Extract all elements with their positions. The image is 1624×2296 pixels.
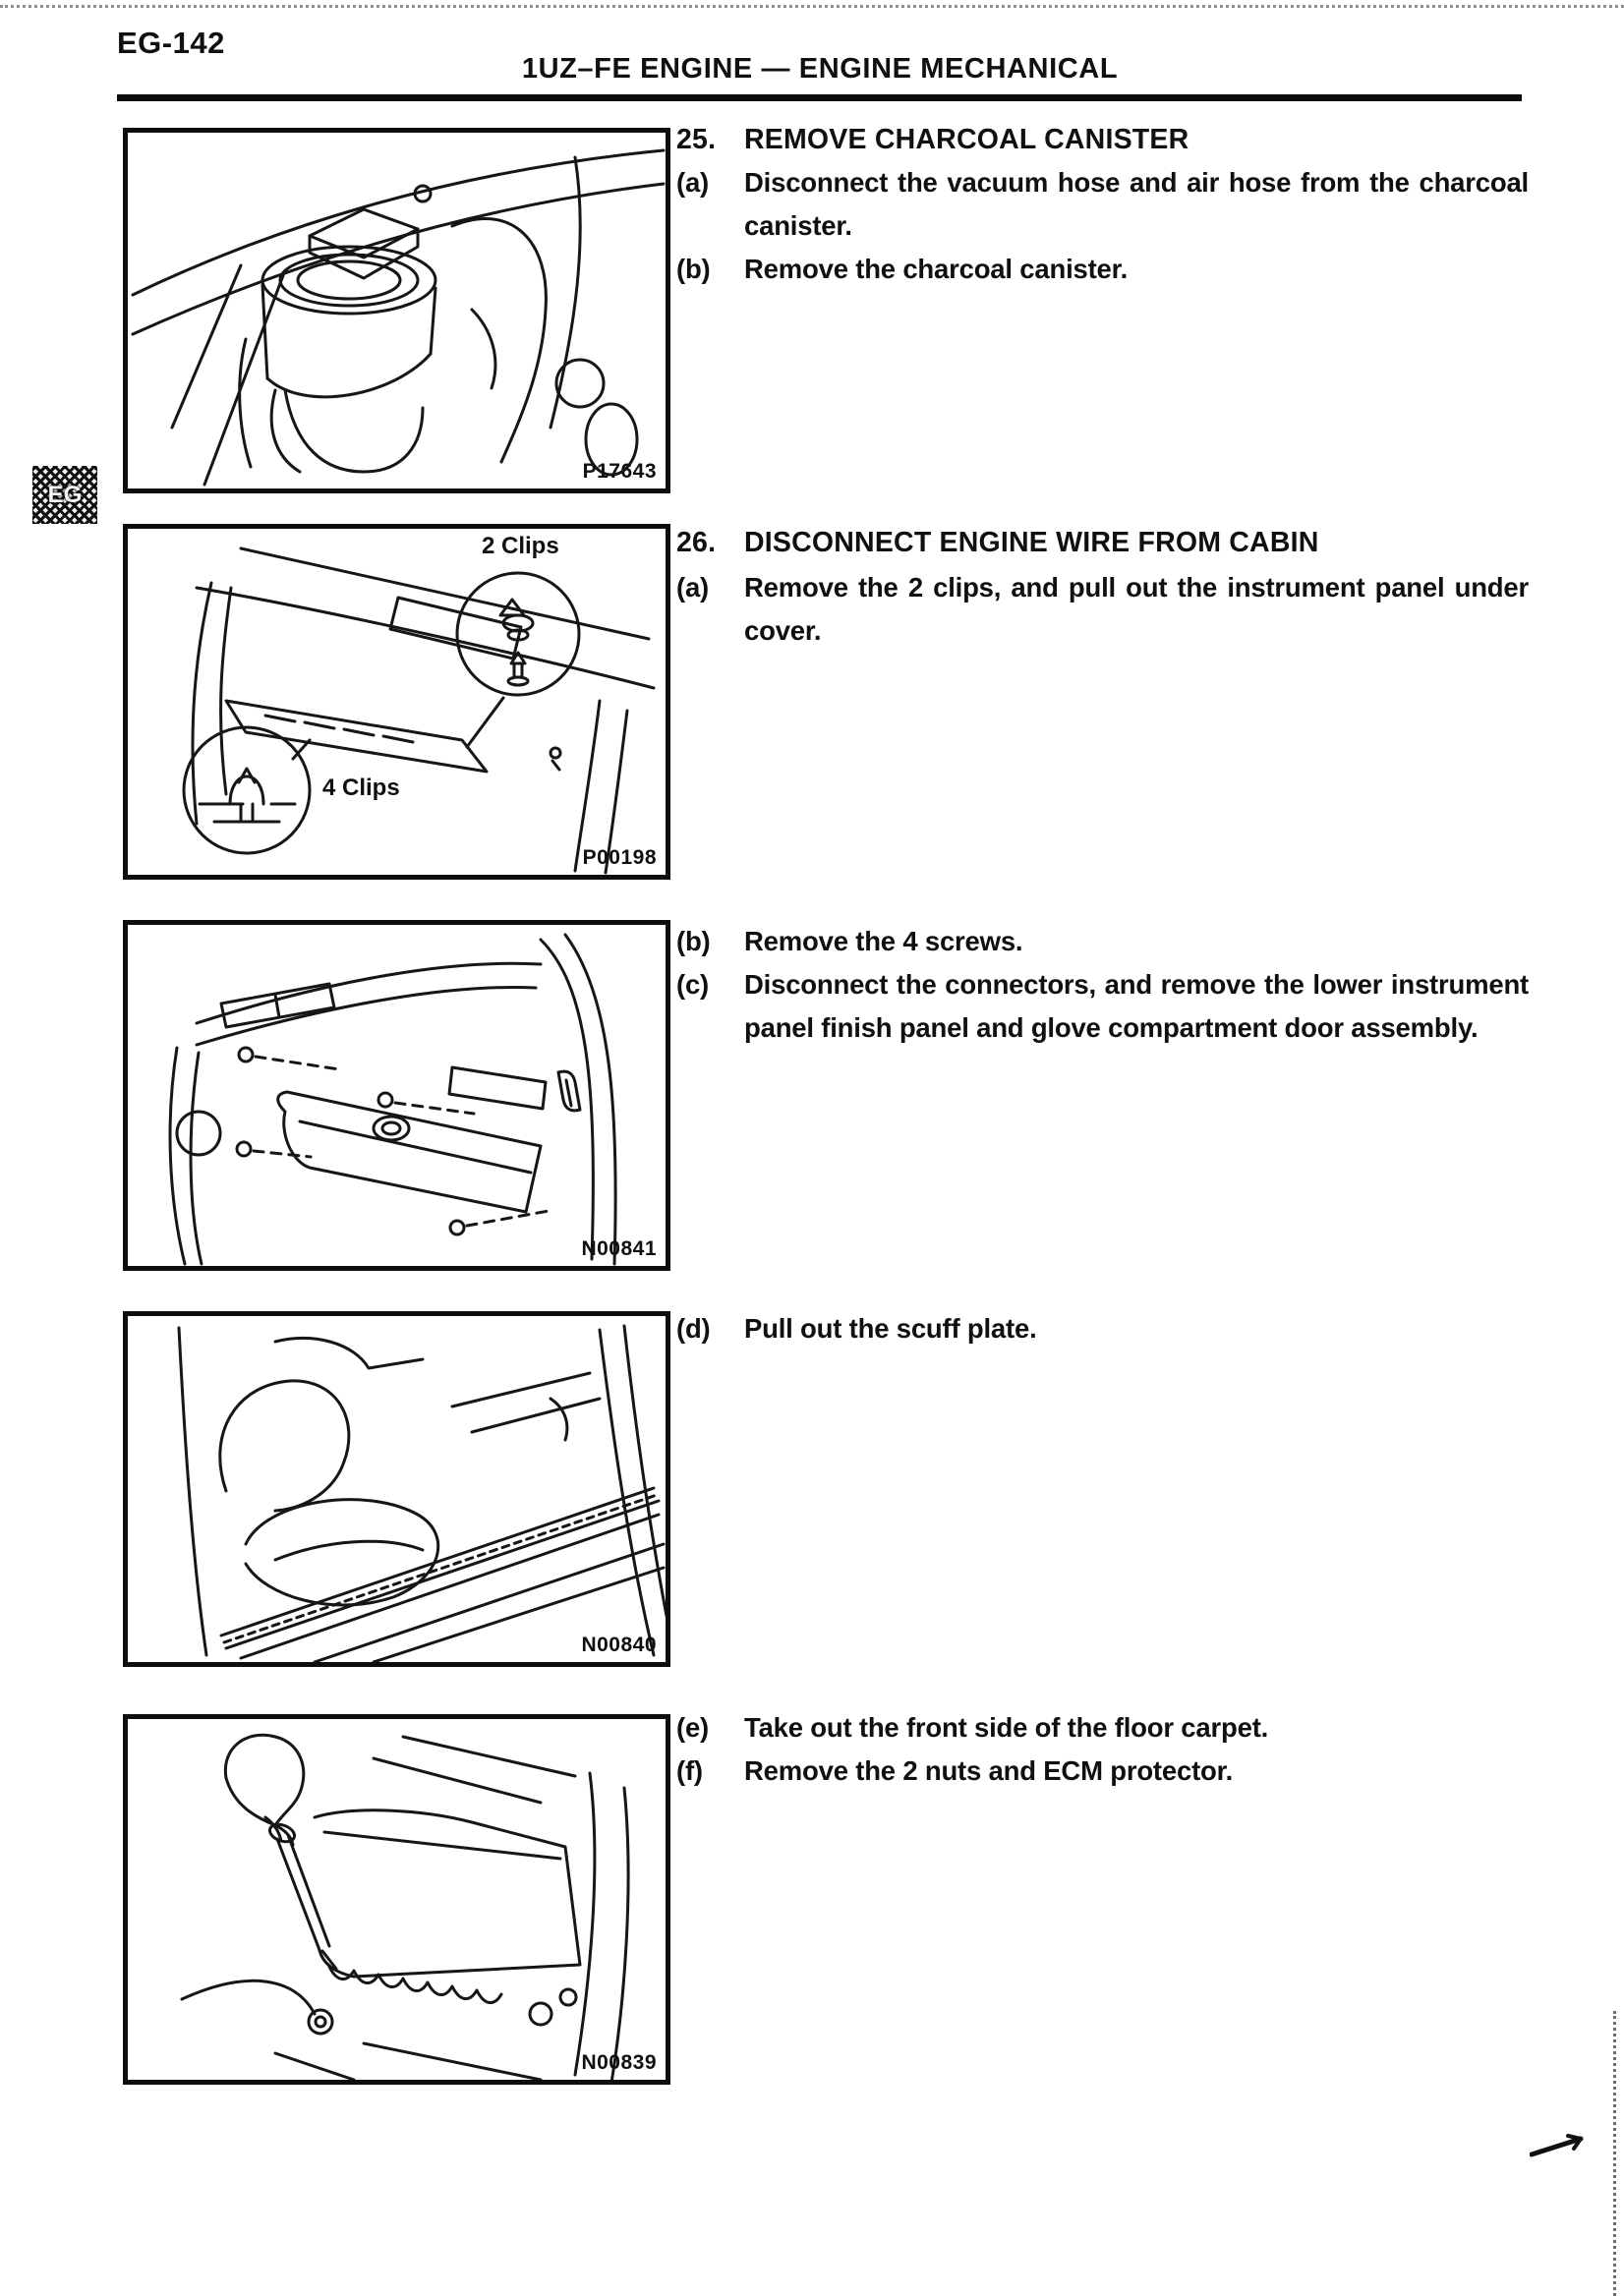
step-25b <box>676 248 1529 291</box>
step-26e <box>676 1706 1529 1750</box>
under-cover-illustration <box>128 529 666 875</box>
step-text: Pull out the scuff plate. <box>744 1313 1037 1344</box>
section-title: REMOVE CHARCOAL CANISTER <box>744 124 1189 155</box>
section-26-header <box>676 523 1529 562</box>
chapter-tab-label: EG <box>47 481 83 508</box>
charcoal-canister-illustration <box>128 133 666 488</box>
step-26c <box>676 963 1529 1050</box>
step-label: (c) <box>676 969 710 1000</box>
step-label: (a) <box>676 167 710 198</box>
step-text: Remove the charcoal canister. <box>744 254 1129 284</box>
figure-label-4-clips: 4 Clips <box>322 775 400 801</box>
header-rule <box>117 94 1522 101</box>
step-label: (a) <box>676 572 710 603</box>
figure-code: N00839 <box>581 2051 657 2074</box>
step-label: (b) <box>676 254 711 284</box>
step-text: Remove the 2 nuts and ECM protector. <box>744 1755 1234 1786</box>
chapter-tab-eg <box>32 466 97 524</box>
figure-ecm-protector <box>123 1714 670 2085</box>
figure-code: P17643 <box>582 460 657 483</box>
page-number: EG-142 <box>117 26 225 60</box>
section-number: 26. <box>676 527 717 558</box>
section-title: DISCONNECT ENGINE WIRE FROM CABIN <box>744 527 1319 558</box>
scan-artifact-arrow <box>1530 2129 1598 2160</box>
step-26b <box>676 920 1529 963</box>
step-25a <box>676 161 1529 248</box>
step-label: (b) <box>676 926 711 956</box>
step-26d <box>676 1307 1529 1350</box>
scan-artifact-right-dots <box>1613 2011 1616 2296</box>
step-label: (f) <box>676 1755 703 1786</box>
figure-scuff-plate <box>123 1311 670 1667</box>
ecm-protector-illustration <box>128 1719 666 2080</box>
step-label: (e) <box>676 1712 710 1743</box>
section-number: 25. <box>676 124 717 155</box>
step-26f <box>676 1750 1529 1793</box>
scan-artifact-top-dots <box>0 5 1624 8</box>
figure-charcoal-canister <box>123 128 670 493</box>
figure-glove-compartment <box>123 920 670 1271</box>
figure-under-cover-clips <box>123 524 670 880</box>
page-title: 1UZ–FE ENGINE — ENGINE MECHANICAL <box>521 53 1119 85</box>
step-label: (d) <box>676 1313 711 1344</box>
glove-compartment-illustration <box>128 925 666 1266</box>
figure-code: P00198 <box>582 846 657 869</box>
step-26a <box>676 566 1529 653</box>
step-text: Disconnect the connectors, and remove the lower instrument panel finish panel and glove compartment door assembly. <box>744 969 1529 1043</box>
step-text: Remove the 2 clips, and pull out the instrument panel under cover. <box>744 572 1529 646</box>
figure-code: N00841 <box>581 1237 657 1260</box>
figure-code: N00840 <box>581 1634 657 1656</box>
section-25-header <box>676 120 1529 159</box>
scuff-plate-illustration <box>128 1316 666 1662</box>
figure-label-2-clips: 2 Clips <box>482 533 559 559</box>
step-text: Take out the front side of the floor carpet. <box>744 1712 1269 1743</box>
step-text: Remove the 4 screws. <box>744 926 1023 956</box>
step-text: Disconnect the vacuum hose and air hose from the charcoal canister. <box>744 167 1529 241</box>
